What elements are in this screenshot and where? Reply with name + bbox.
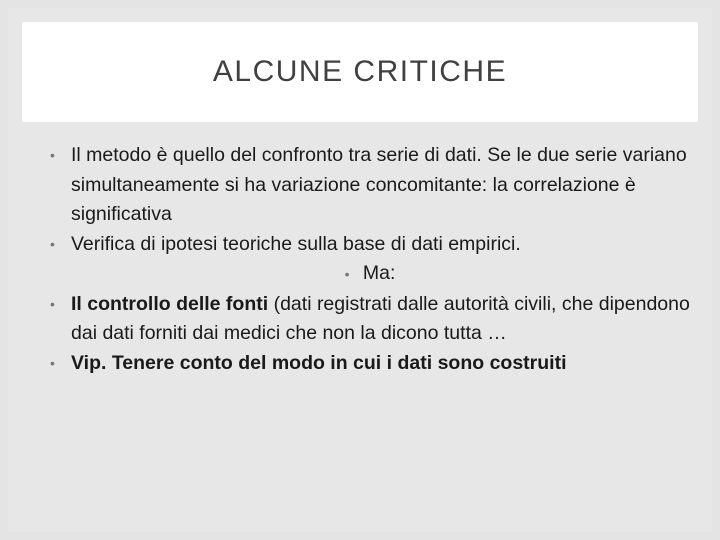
bullet-text: Il metodo è quello del confronto tra serie di dati. Se le due serie variano simultaneamente si ha variazione concomitante: la correlazione è significativa: [71, 144, 687, 225]
bullet-dot-icon: •: [50, 235, 55, 252]
bullet-item: [50, 141, 690, 230]
bullet-list: [50, 141, 690, 378]
bullet-bold-text: Vip. Tenere conto del modo in cui i dati sono costruiti: [71, 351, 567, 374]
bullet-dot-icon: •: [344, 266, 350, 282]
title-box: [22, 22, 698, 122]
bullet-text: Ma:: [362, 262, 396, 284]
bullet-bold-text: Il controllo delle fonti: [71, 292, 269, 315]
bullet-item: [50, 290, 690, 349]
bullet-item: [50, 259, 690, 290]
slide-title: ALCUNE CRITICHE: [212, 55, 508, 88]
bullet-item: [50, 349, 690, 379]
bullet-text: Verifica di ipotesi teoriche sulla base di dati empirici.: [71, 232, 521, 255]
bullet-dot-icon: •: [50, 295, 55, 312]
bullet-text: (dati registrati dalle autorità civili, che dipendono dai dati forniti dai medici che non la dicono tutta …: [71, 292, 690, 344]
bullet-dot-icon: •: [50, 147, 55, 163]
bullet-dot-icon: •: [50, 354, 55, 371]
bullet-item: [50, 230, 690, 260]
